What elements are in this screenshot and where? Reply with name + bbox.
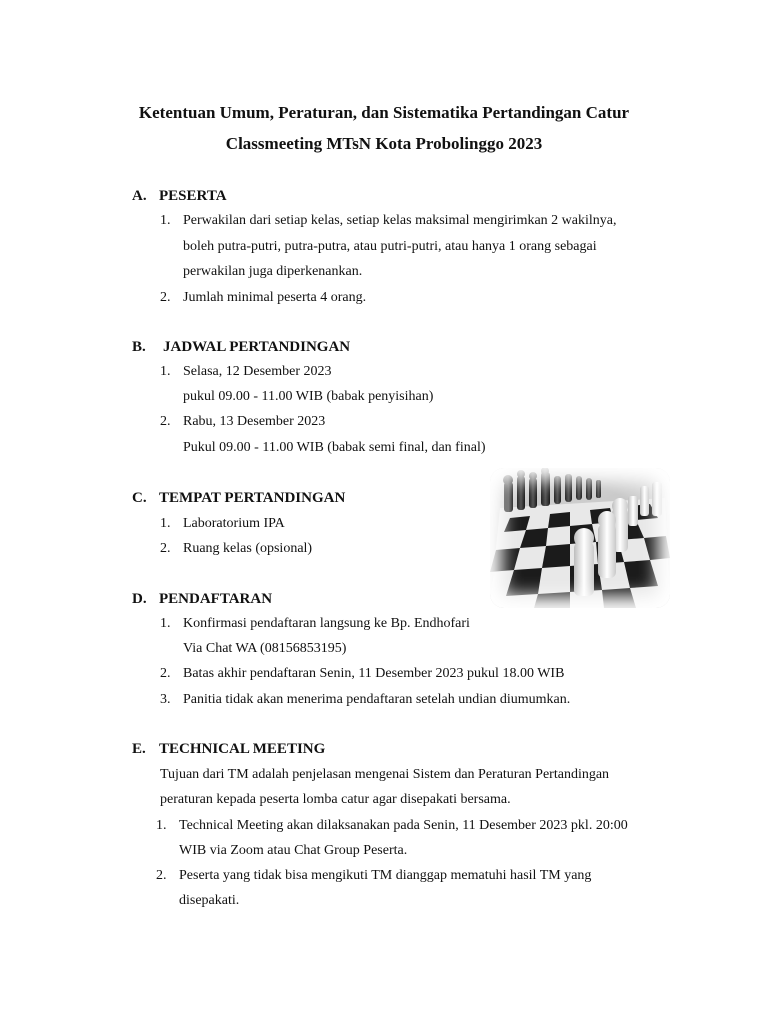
list-item-text: disepakati. [179,893,240,908]
section-e-heading [132,740,326,758]
section-title: JADWAL PERTANDINGAN [163,339,351,355]
list-item-text: Laboratorium IPA [183,516,285,531]
list-item-number: 1. [160,213,171,228]
list-item-number: 2. [160,290,171,305]
document-title-line-1: Ketentuan Umum, Peraturan, dan Sistematika Pertandingan Catur [138,103,630,122]
section-c-heading [132,489,346,507]
section-b-heading [132,338,351,356]
section-letter: C. [132,490,147,506]
list-item-text: Pukul 09.00 - 11.00 WIB (babak semi final, dan final) [183,440,486,455]
section-title: PENDAFTARAN [159,591,273,607]
list-item-text: boleh putra-putri, putra-putra, atau putri-putri, atau hanya 1 orang sebagai [183,239,597,254]
chess-board-image [490,468,670,608]
section-letter: B. [132,339,146,355]
list-item-number: 2. [160,541,171,556]
list-item-text: WIB via Zoom atau Chat Group Peserta. [179,843,408,858]
list-item-number: 2. [156,868,167,883]
list-item-text: Technical Meeting akan dilaksanakan pada Senin, 11 Desember 2023 pkl. 20:00 [179,818,628,833]
list-item-number: 2. [160,666,171,681]
document-title-line-2: Classmeeting MTsN Kota Probolinggo 2023 [225,134,543,153]
list-item-text: Konfirmasi pendaftaran langsung ke Bp. Endhofari [183,616,470,631]
list-item-text: Perwakilan dari setiap kelas, setiap kelas maksimal mengirimkan 2 wakilnya, [183,213,617,228]
list-item-text: Panitia tidak akan menerima pendaftaran setelah undian diumumkan. [183,692,571,707]
section-title: TEMPAT PERTANDINGAN [159,490,346,506]
list-item-text: Via Chat WA (08156853195) [183,641,347,656]
paragraph-line: Tujuan dari TM adalah penjelasan mengenai Sistem dan Peraturan Pertandingan [160,767,610,782]
list-item-text: pukul 09.00 - 11.00 WIB (babak penyisihan) [183,389,434,404]
chess-board-icon [490,468,670,608]
list-item-text: perwakilan juga diperkenankan. [183,264,363,279]
section-letter: E. [132,741,146,757]
list-item-text: Jumlah minimal peserta 4 orang. [183,290,367,305]
section-title: TECHNICAL MEETING [159,741,326,757]
section-a-heading [132,187,227,205]
list-item-number: 1. [160,616,171,631]
section-title: PESERTA [159,188,227,204]
list-item-number: 3. [160,692,171,707]
list-item-number: 1. [156,818,167,833]
list-item-number: 2. [160,414,171,429]
section-letter: D. [132,591,147,607]
list-item-text: Ruang kelas (opsional) [183,541,313,556]
list-item-text: Rabu, 13 Desember 2023 [183,414,326,429]
list-item-text: Peserta yang tidak bisa mengikuti TM dianggap mematuhi hasil TM yang [179,868,592,883]
list-item-number: 1. [160,516,171,531]
list-item-text: Selasa, 12 Desember 2023 [183,364,332,379]
section-letter: A. [132,188,147,204]
paragraph-line: peraturan kepada peserta lomba catur agar disepakati bersama. [160,792,511,807]
list-item-number: 1. [160,364,171,379]
section-d-heading [132,590,273,608]
list-item-text: Batas akhir pendaftaran Senin, 11 Desember 2023 pukul 18.00 WIB [183,666,565,681]
